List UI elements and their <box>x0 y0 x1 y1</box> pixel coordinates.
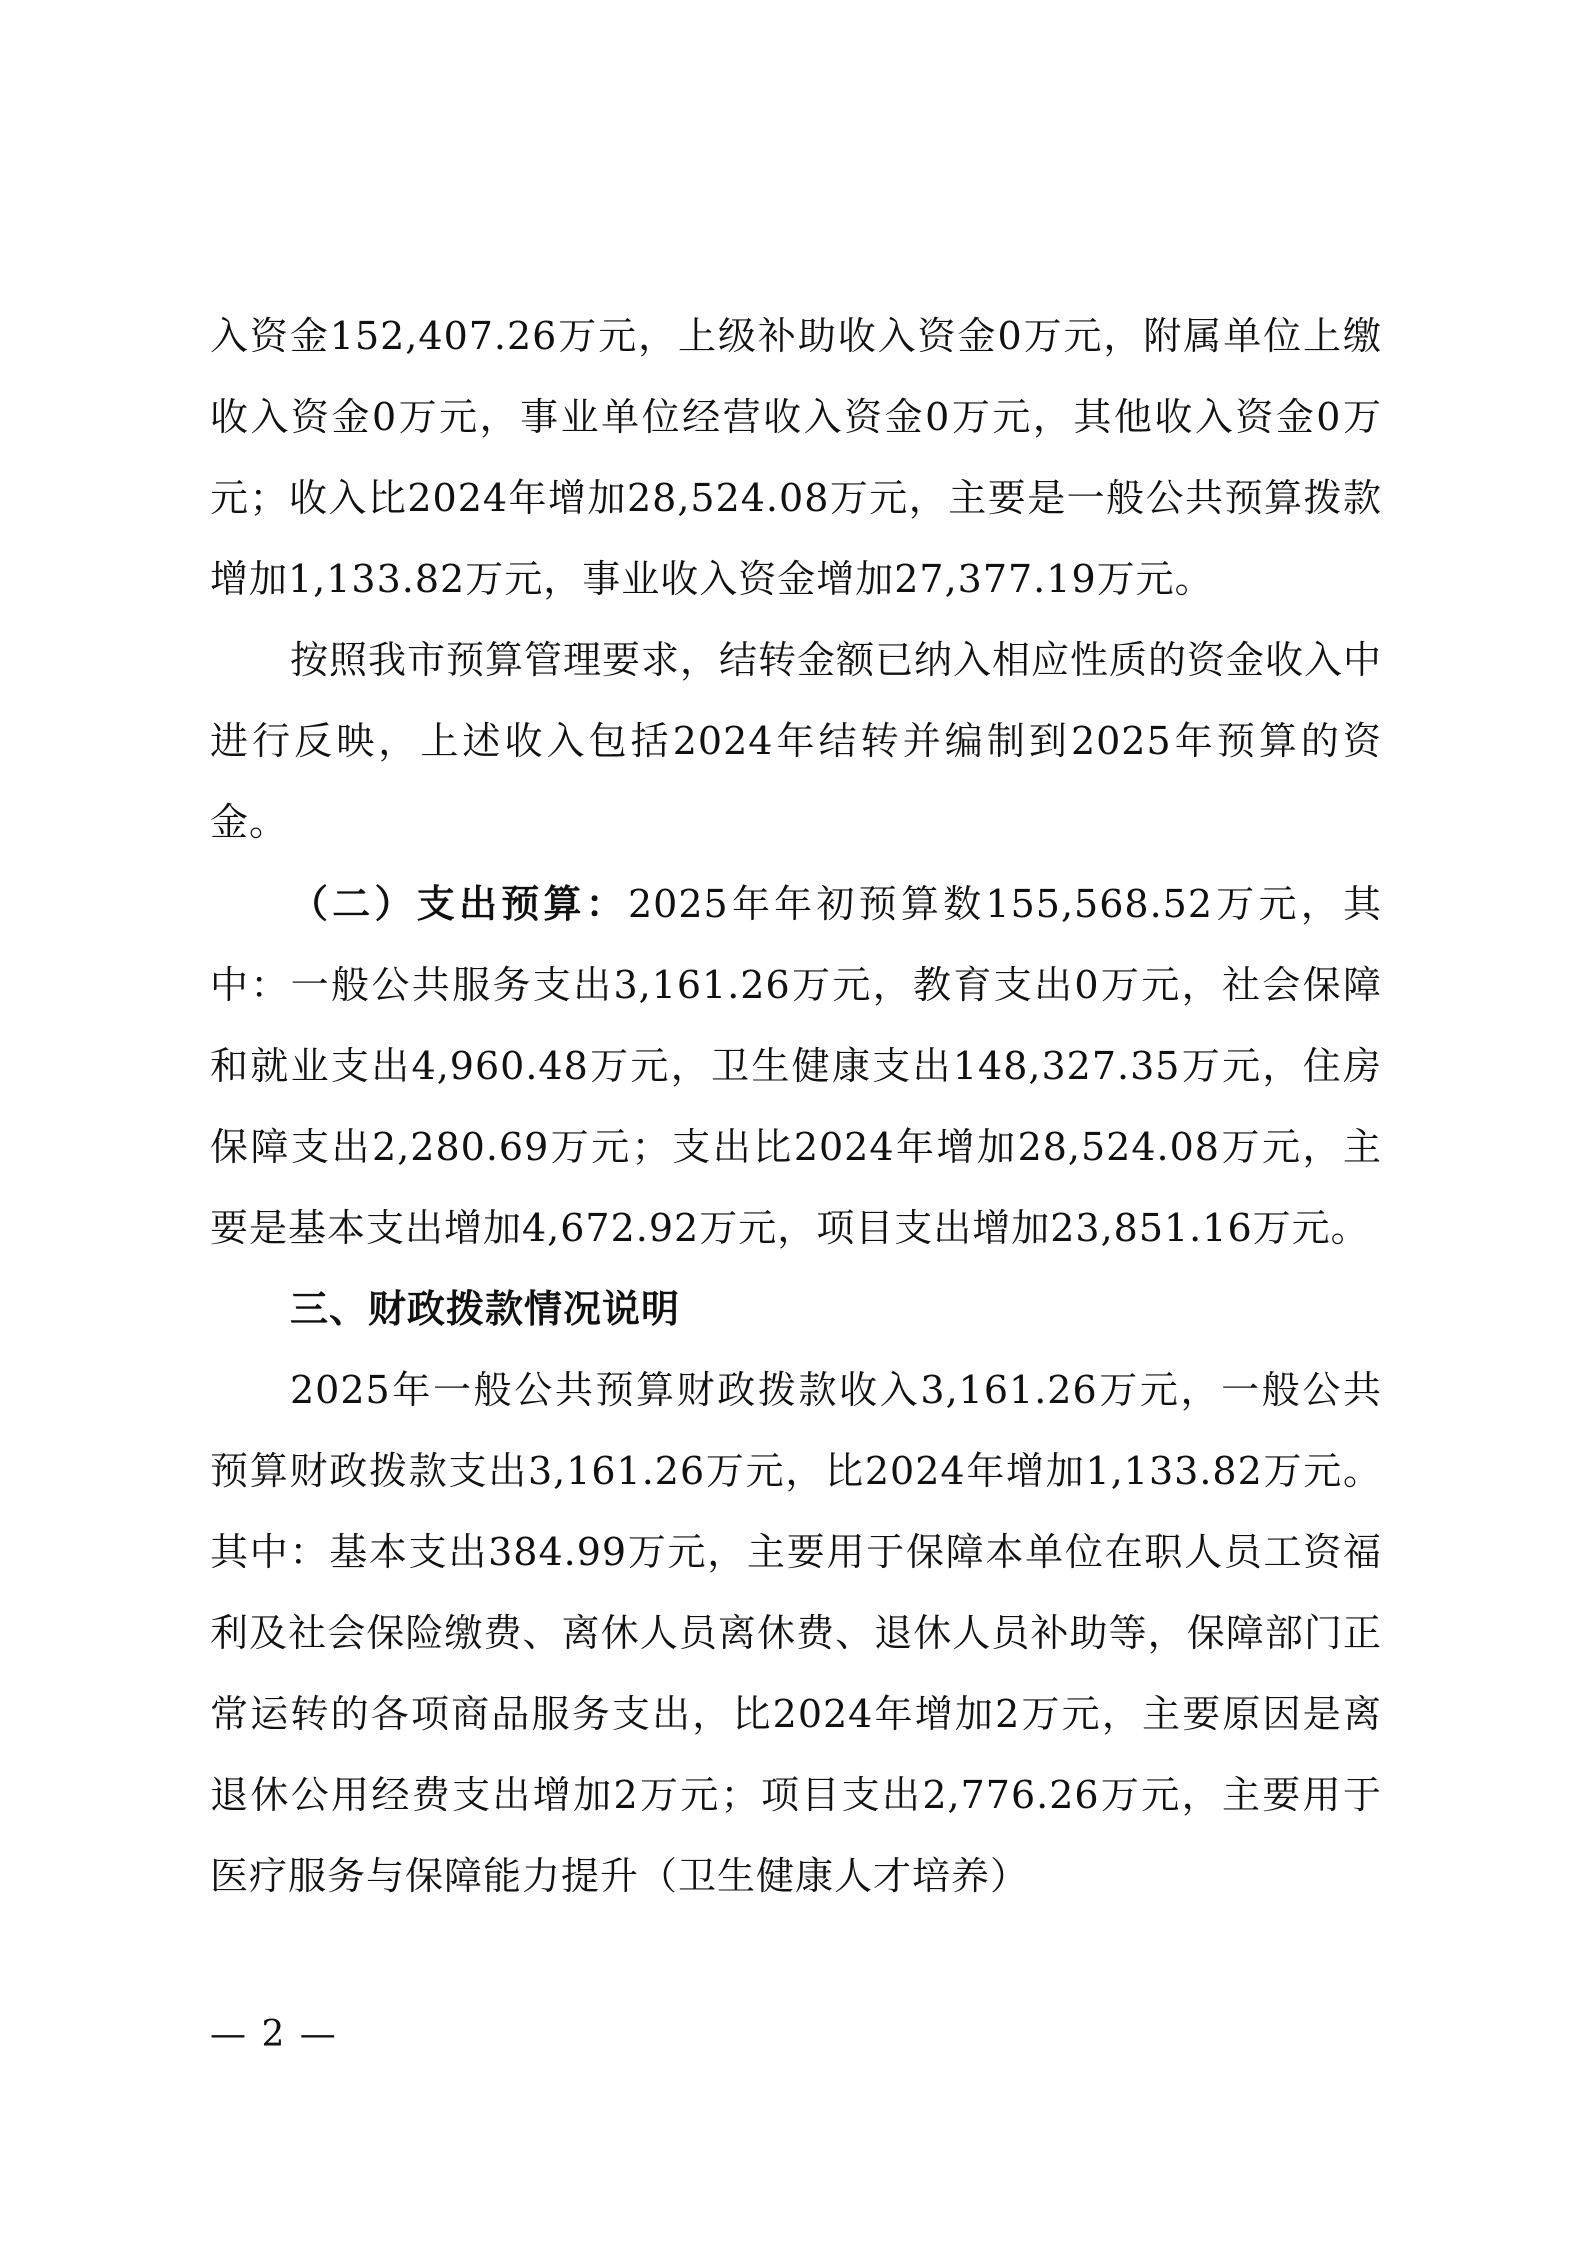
section-heading-fiscal-appropriation: 三、财政拨款情况说明 <box>290 1287 681 1331</box>
paragraph-carryover-note: 按照我市预算管理要求，结转金额已纳入相应性质的资金收入中进行反映，上述收入包括2024年结转并编制到2025年预算的资金。 <box>210 638 1383 844</box>
paragraph-fiscal-appropriation: 2025年一般公共预算财政拨款收入3,161.26万元，一般公共预算财政拨款支出3,161.26万元，比2024年增加1,133.82万元。其中：基本支出384.99万元，主要用于保障本单位在职人员工资福利及社会保险缴费、离休人员离休费、退休人员补助等，保障部门正常运转的各项商品服务支出，比2024年增加2万元，主要原因是离退休公用经费支出增加2万元；项目支出2,776.26万元，主要用于医疗服务与保障能力提升（卫生健康人才培养） <box>210 1368 1382 1898</box>
expenditure-budget-lead: （二）支出预算： <box>290 881 628 926</box>
paragraph-income-continuation: 入资金152,407.26万元，上级补助收入资金0万元，附属单位上缴收入资金0万元，事业单位经营收入资金0万元，其他收入资金0万元；收入比2024年增加28,524.08万元，主要是一般公共预算拨款增加1,133.82万元，事业收入资金增加27,377.19万元。 <box>210 314 1382 601</box>
paragraph-expenditure-budget <box>210 863 1382 1269</box>
document-body <box>210 296 1382 1917</box>
expenditure-budget-text: 2025年年初预算数155,568.52万元，其中：一般公共服务支出3,161.26万元，教育支出0万元，社会保障和就业支出4,960.48万元，卫生健康支出148,327.35万元，住房保障支出2,280.69万元；支出比2024年增加28,524.08万元，主要是基本支出增加4,672.92万元，项目支出增加23,851.16万元。 <box>210 882 1382 1250</box>
page-number: — 2 — <box>210 2014 338 2055</box>
